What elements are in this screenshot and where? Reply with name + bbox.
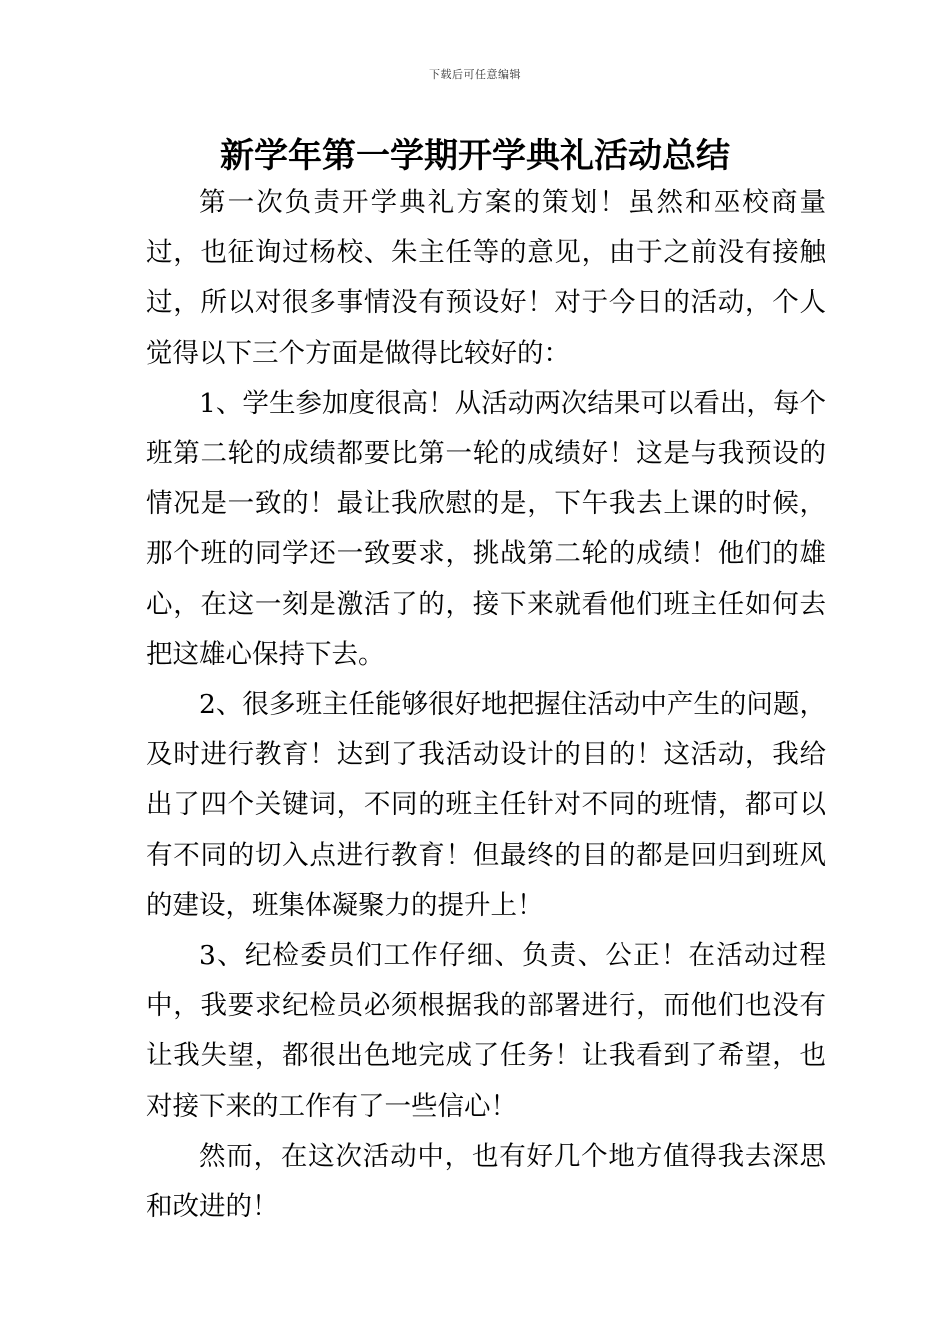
document-title: 新学年第一学期开学典礼活动总结 [220,136,730,176]
paragraph-point-3: 3、纪检委员们工作仔细、负责、公正！在活动过程中，我要求纪检员必须根据我的部署进行，而他们也没有让我失望，都很出色地完成了任务！让我看到了希望，也对接下来的工作有了一些信心！ [146,940,826,1122]
paragraph-point-1: 1、学生参加度很高！从活动两次结果可以看出，每个班第二轮的成绩都要比第一轮的成绩好！这是与我预设的情况是一致的！最让我欣慰的是，下午我去上课的时候，那个班的同学还一致要求，挑战第二轮的成绩！他们的雄心，在这一刻是激活了的，接下来就看他们班主任如何去把这雄心保持下去。 [146,387,826,670]
header-note: 下载后可任意编辑 [429,68,521,81]
paragraph-point-2: 2、很多班主任能够很好地把握住活动中产生的问题，及时进行教育！达到了我活动设计的目的！这活动，我给出了四个关键词，不同的班主任针对不同的班情，都可以有不同的切入点进行教育！但最终的目的都是回归到班风的建设，班集体凝聚力的提升上！ [146,689,826,921]
paragraph-transition: 然而，在这次活动中，也有好几个地方值得我去深思和改进的！ [146,1140,826,1223]
document-body [146,178,826,1232]
paragraph-intro: 第一次负责开学典礼方案的策划！虽然和巫校商量过，也征询过杨校、朱主任等的意见，由于之前没有接触过，所以对很多事情没有预设好！对于今日的活动，个人觉得以下三个方面是做得比较好的： [146,187,826,369]
